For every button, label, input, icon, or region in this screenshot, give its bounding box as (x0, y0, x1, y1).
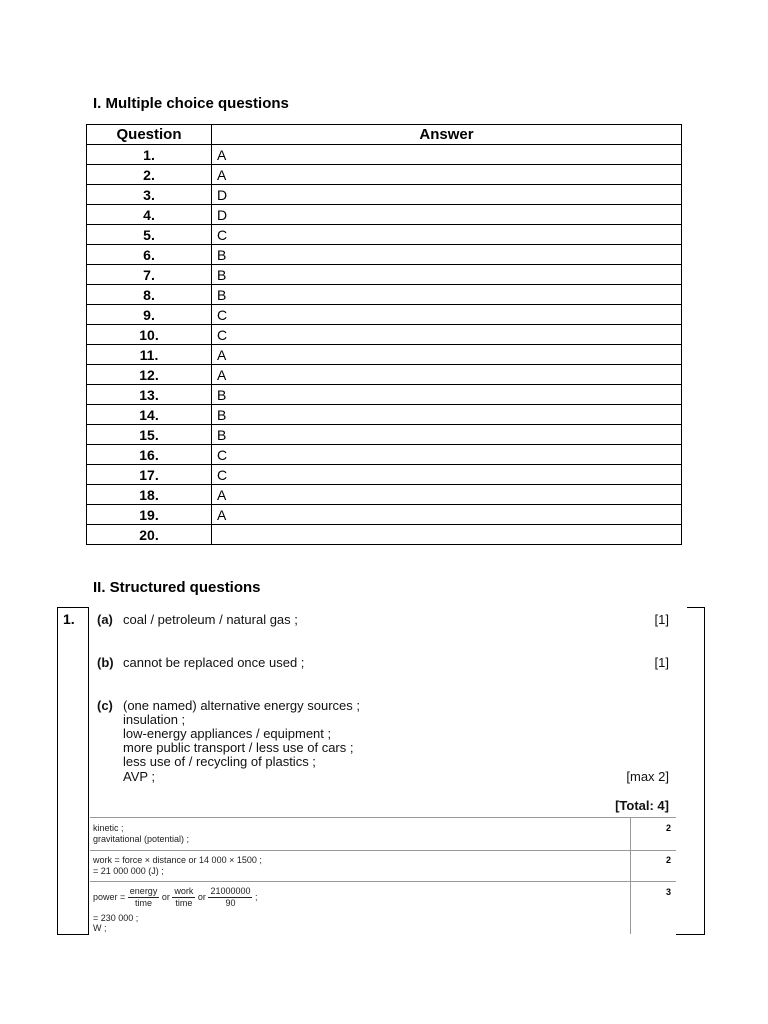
table-row (87, 285, 682, 305)
structured-section-title: II. Structured questions (93, 579, 261, 596)
table-row (87, 245, 682, 265)
question-column-header: Question (87, 125, 212, 145)
table-row (87, 465, 682, 485)
answer-column-header: Answer (212, 125, 682, 145)
question-number-cell: 2. (87, 165, 212, 185)
question-number-cell: 5. (87, 225, 212, 245)
answer-cell: D (212, 205, 682, 225)
question-number: 1. (63, 611, 75, 627)
answer-cell: B (212, 265, 682, 285)
table-row (87, 145, 682, 165)
scheme-line: work = force × distance or 14 000 × 1500 ; (93, 855, 262, 865)
scheme-mark-column-divider (630, 817, 631, 934)
answer-cell: C (212, 305, 682, 325)
question-number-cell: 1. (87, 145, 212, 165)
table-row (87, 365, 682, 385)
mcq-answer-table (86, 124, 682, 545)
part-c-line: low-energy appliances / equipment ; (123, 726, 332, 741)
answer-cell: B (212, 405, 682, 425)
fraction-numerator: 21000000 (210, 886, 251, 896)
part-c-line: less use of / recycling of plastics ; (123, 754, 316, 769)
part-b-mark: [1] (654, 655, 669, 670)
question-number-cell: 11. (87, 345, 212, 365)
table-row (87, 185, 682, 205)
answer-cell: A (212, 165, 682, 185)
table-row (87, 525, 682, 545)
answer-cell: A (212, 145, 682, 165)
part-b-answer: cannot be replaced once used ; (123, 655, 305, 670)
answer-cell: A (212, 365, 682, 385)
table-row (87, 485, 682, 505)
question-number-cell: 14. (87, 405, 212, 425)
question-number-cell: 17. (87, 465, 212, 485)
answer-cell: C (212, 325, 682, 345)
question-number-cell: 16. (87, 445, 212, 465)
part-b-row (97, 655, 669, 673)
fraction-numerator: energy (129, 886, 158, 896)
mcq-table-body (87, 145, 682, 545)
frame-bottom-left-border (57, 934, 89, 935)
table-header-row (87, 125, 682, 145)
question-number-cell: 18. (87, 485, 212, 505)
mcq-section-title: I. Multiple choice questions (93, 95, 289, 112)
question-number-cell: 3. (87, 185, 212, 205)
table-row (87, 425, 682, 445)
question-number-cell: 15. (87, 425, 212, 445)
scheme-line: kinetic ; (93, 823, 124, 833)
part-c-line: insulation ; (123, 712, 186, 727)
formula-suffix: ; (255, 891, 258, 902)
scheme-divider (90, 881, 676, 882)
scheme-mark: 3 (666, 887, 672, 897)
part-c-line: AVP ; (123, 769, 156, 784)
table-row (87, 265, 682, 285)
total-row (97, 798, 669, 816)
answer-cell: A (212, 485, 682, 505)
part-c-mark: [max 2] (626, 769, 669, 784)
scheme-mark: 2 (666, 823, 672, 833)
answer-cell: A (212, 345, 682, 365)
table-row (87, 385, 682, 405)
fraction-numerator: work (174, 886, 194, 896)
frame-left-border (57, 607, 58, 935)
scheme-line: W ; (93, 923, 107, 933)
part-c-row (97, 698, 669, 792)
frame-bottom-right-border (676, 934, 705, 935)
answer-cell: D (212, 185, 682, 205)
fraction-denominator: 90 (225, 898, 236, 908)
part-a-label: (a) (97, 612, 113, 627)
formula-or: or (197, 891, 206, 902)
part-c-label: (c) (97, 698, 113, 713)
question-number-cell: 7. (87, 265, 212, 285)
frame-number-column-divider (88, 607, 89, 935)
frame-right-border (704, 607, 705, 935)
power-prefix: power = (93, 891, 126, 902)
question-number-cell: 19. (87, 505, 212, 525)
table-row (87, 345, 682, 365)
scheme-mark: 2 (666, 855, 672, 865)
fraction-energy-time (128, 886, 160, 909)
answer-cell: B (212, 385, 682, 405)
question-number-cell: 13. (87, 385, 212, 405)
part-a-mark: [1] (654, 612, 669, 627)
question-number-cell: 4. (87, 205, 212, 225)
table-row (87, 325, 682, 345)
frame-top-right-border (687, 607, 705, 608)
question-number-cell: 12. (87, 365, 212, 385)
table-row (87, 225, 682, 245)
answer-cell: B (212, 245, 682, 265)
total-mark: [Total: 4] (615, 798, 669, 813)
question-number-cell: 6. (87, 245, 212, 265)
scheme-line: gravitational (potential) ; (93, 834, 190, 844)
table-row (87, 305, 682, 325)
scheme-divider (90, 850, 676, 851)
fraction-denominator: time (175, 898, 193, 908)
part-a-row (97, 612, 669, 630)
question-number-cell: 9. (87, 305, 212, 325)
fraction-work-time (172, 886, 195, 909)
answer-cell: C (212, 225, 682, 245)
table-row (87, 505, 682, 525)
part-a-answer: coal / petroleum / natural gas ; (123, 612, 298, 627)
scheme-line: = 230 000 ; (93, 913, 139, 923)
answer-cell: A (212, 505, 682, 525)
question-number-cell: 10. (87, 325, 212, 345)
fraction-value (208, 886, 252, 909)
formula-or: or (161, 891, 170, 902)
scheme-line: = 21 000 000 (J) ; (93, 866, 164, 876)
answer-cell: B (212, 285, 682, 305)
part-c-line: (one named) alternative energy sources ; (123, 698, 361, 713)
question-number-cell: 20. (87, 525, 212, 545)
frame-top-left-border (57, 607, 89, 608)
part-b-label: (b) (97, 655, 114, 670)
answer-cell: B (212, 425, 682, 445)
table-row (87, 405, 682, 425)
power-formula (93, 886, 258, 909)
scheme-divider (90, 817, 676, 818)
question-number-cell: 8. (87, 285, 212, 305)
answer-cell (212, 525, 682, 545)
fraction-denominator: time (135, 898, 153, 908)
part-c-line: more public transport / less use of cars ; (123, 740, 354, 755)
table-row (87, 165, 682, 185)
table-row (87, 445, 682, 465)
answer-cell: C (212, 445, 682, 465)
answer-cell: C (212, 465, 682, 485)
table-row (87, 205, 682, 225)
